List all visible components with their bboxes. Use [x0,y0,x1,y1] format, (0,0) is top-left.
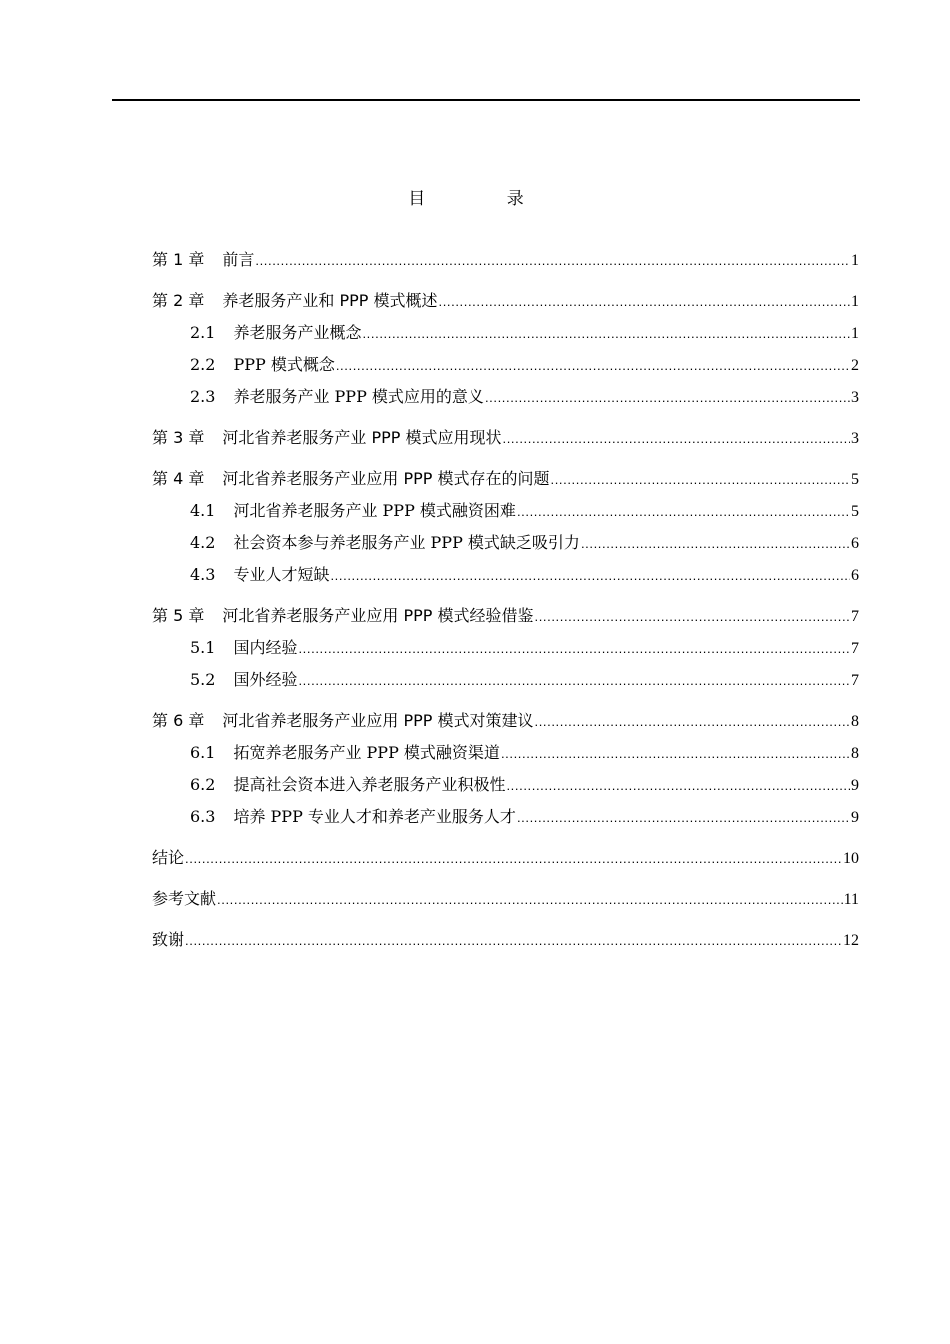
toc-page-number: 1 [851,252,859,269]
table-of-contents [152,248,859,960]
toc-page-number: 6 [851,567,859,584]
toc-chapter-entry[interactable] [152,467,859,499]
toc-dot-leader [298,669,850,693]
toc-section-entry[interactable] [152,805,859,837]
toc-entry-number: 6.2 [190,775,216,794]
toc-dot-leader [550,468,850,492]
toc-dot-leader [485,386,850,410]
toc-dot-leader [438,290,850,314]
toc-entry-label: PPP 模式概念 [233,355,335,374]
toc-dot-leader [185,847,842,871]
toc-entry-label: 培养 PPP 专业人才和养老产业服务人才 [233,807,516,826]
toc-page-number: 10 [843,850,859,867]
toc-page-number: 7 [851,640,859,657]
toc-page-number: 7 [851,608,859,625]
toc-entry-label: 河北省养老服务产业 PPP 模式融资困难 [233,501,516,520]
toc-page-number: 3 [851,430,859,447]
toc-entry-number: 4.1 [190,501,216,520]
toc-section-entry[interactable] [152,499,859,531]
toc-entry-label: 养老服务产业和 PPP 模式概述 [222,291,438,310]
toc-dot-leader [502,427,850,451]
toc-entry-label: 社会资本参与养老服务产业 PPP 模式缺乏吸引力 [233,533,580,552]
toc-dot-leader [185,929,842,953]
header-rule [112,99,860,101]
toc-entry-number: 第 4 章 [152,469,205,488]
toc-dot-leader [501,742,850,766]
toc-dot-leader [330,564,850,588]
toc-chapter-entry[interactable] [152,604,859,636]
toc-section-entry[interactable] [152,353,859,385]
toc-entry-label: 结论 [152,848,185,867]
toc-dot-leader [581,532,850,556]
toc-page-number: 1 [851,293,859,310]
toc-dot-leader [217,888,843,912]
toc-chapter-entry[interactable] [152,248,859,280]
toc-section-entry[interactable] [152,668,859,700]
toc-entry-number: 2.1 [190,323,216,342]
toc-page-number: 5 [851,503,859,520]
toc-chapter-entry[interactable] [152,709,859,741]
toc-page-number: 11 [843,891,859,908]
toc-entry-number: 2.3 [190,387,216,406]
toc-entry-label: 国内经验 [233,638,298,657]
toc-title: 目 录 [408,189,562,209]
toc-dot-leader [298,637,850,661]
toc-chapter-entry[interactable] [152,887,859,919]
toc-dot-leader [534,710,850,734]
toc-entry-number: 5.1 [190,638,216,657]
toc-page-number: 5 [851,471,859,488]
toc-dot-leader [517,806,850,830]
toc-chapter-entry[interactable] [152,426,859,458]
toc-chapter-entry[interactable] [152,289,859,321]
toc-entry-number: 第 5 章 [152,606,205,625]
toc-page-number: 8 [851,745,859,762]
toc-entry-label: 国外经验 [233,670,298,689]
toc-page-number: 2 [851,357,859,374]
toc-entry-number: 6.1 [190,743,216,762]
toc-entry-number: 2.2 [190,355,216,374]
toc-section-entry[interactable] [152,636,859,668]
toc-entry-number: 4.2 [190,533,216,552]
toc-entry-label: 致谢 [152,930,185,949]
toc-dot-leader [255,249,850,273]
toc-entry-number: 第 3 章 [152,428,205,447]
toc-entry-label: 养老服务产业概念 [233,323,362,342]
toc-entry-label: 拓宽养老服务产业 PPP 模式融资渠道 [233,743,500,762]
toc-page-number: 9 [851,777,859,794]
toc-entry-label: 河北省养老服务产业应用 PPP 模式对策建议 [222,711,534,730]
toc-dot-leader [336,354,850,378]
toc-page-number: 8 [851,713,859,730]
toc-section-entry[interactable] [152,321,859,353]
toc-entry-label: 提高社会资本进入养老服务产业积极性 [233,775,506,794]
toc-page-number: 6 [851,535,859,552]
toc-section-entry[interactable] [152,773,859,805]
toc-dot-leader [534,605,850,629]
toc-entry-number: 第 2 章 [152,291,205,310]
toc-dot-leader [362,322,850,346]
toc-entry-label: 河北省养老服务产业 PPP 模式应用现状 [222,428,502,447]
toc-entry-number: 第 6 章 [152,711,205,730]
toc-entry-number: 4.3 [190,565,216,584]
toc-section-entry[interactable] [152,385,859,417]
toc-entry-number: 6.3 [190,807,216,826]
toc-page-number: 7 [851,672,859,689]
toc-page-number: 1 [851,325,859,342]
toc-entry-label: 前言 [222,250,255,269]
toc-chapter-entry[interactable] [152,846,859,878]
toc-entry-number: 第 1 章 [152,250,205,269]
toc-section-entry[interactable] [152,741,859,773]
toc-entry-label: 养老服务产业 PPP 模式应用的意义 [233,387,484,406]
toc-page-number: 9 [851,809,859,826]
toc-section-entry[interactable] [152,563,859,595]
toc-dot-leader [506,774,850,798]
toc-page-number: 12 [843,932,859,949]
toc-section-entry[interactable] [152,531,859,563]
toc-dot-leader [517,500,850,524]
toc-entry-label: 河北省养老服务产业应用 PPP 模式经验借鉴 [222,606,534,625]
toc-entry-label: 参考文献 [152,889,217,908]
toc-entry-label: 专业人才短缺 [233,565,330,584]
toc-entry-label: 河北省养老服务产业应用 PPP 模式存在的问题 [222,469,550,488]
toc-page-number: 3 [851,389,859,406]
toc-entry-number: 5.2 [190,670,216,689]
toc-chapter-entry[interactable] [152,928,859,960]
